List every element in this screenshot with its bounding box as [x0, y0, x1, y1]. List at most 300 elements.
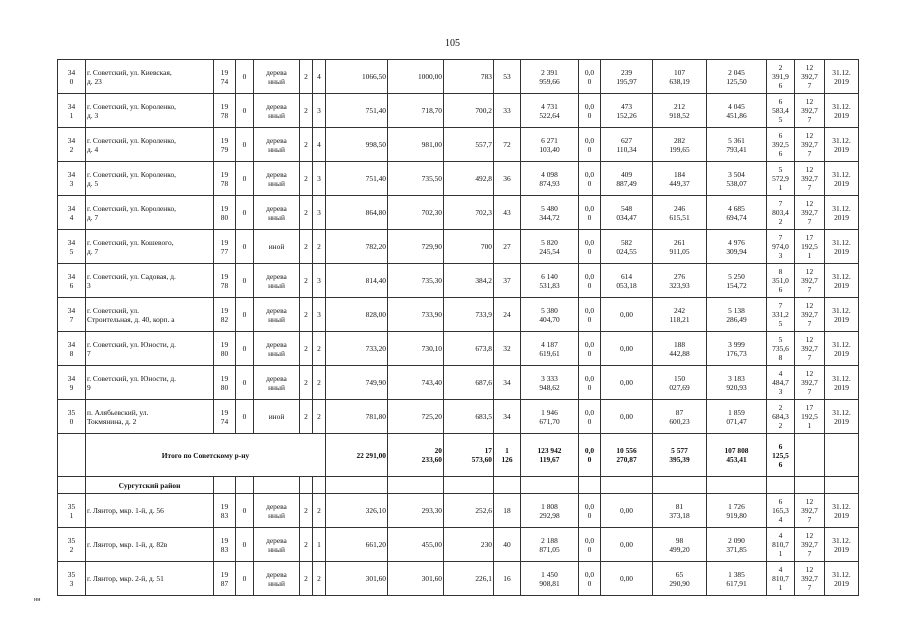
cell-cost-total: 2 391 959,66 [521, 60, 579, 94]
cell-year: 19 80 [214, 196, 236, 230]
cell-c16: 6 392,5 6 [767, 128, 795, 162]
total-row [58, 434, 859, 477]
cell-c17: 17 192,5 1 [795, 230, 825, 264]
cell-c16: 2 391,9 6 [767, 60, 795, 94]
cell-c14: 212 918,52 [653, 94, 707, 128]
cell-entrances: 2 [313, 562, 326, 596]
cell-c13: 627 110,34 [601, 128, 653, 162]
cell-c17: 12 392,7 7 [795, 60, 825, 94]
cell-area-x: 384,2 [444, 264, 494, 298]
cell-c17: 12 392,7 7 [795, 366, 825, 400]
cell-area-x: 783 [444, 60, 494, 94]
cell-c16: 7 803,4 2 [767, 196, 795, 230]
cell-year: 19 79 [214, 128, 236, 162]
cell-area-living: 730,10 [388, 332, 444, 366]
cell-c14: 81 373,18 [653, 494, 707, 528]
cell-area-total: 828,00 [326, 298, 388, 332]
cell-cost-total: 6 140 531,83 [521, 264, 579, 298]
cell-area-x: 700 [444, 230, 494, 264]
cell-material: дерева нный [254, 528, 300, 562]
cell-c3: 0 [236, 60, 254, 94]
cell-c12: 0,0 0 [579, 264, 601, 298]
cell-area-living: 729,90 [388, 230, 444, 264]
cell-year: 19 78 [214, 162, 236, 196]
cell-date: 31.12. 2019 [825, 528, 859, 562]
cell-area-total: 781,80 [326, 400, 388, 434]
cell-c14: 65 290,90 [653, 562, 707, 596]
cell-area-total: 1066,50 [326, 60, 388, 94]
cell-empty [653, 477, 707, 494]
cell-date: 31.12. 2019 [825, 494, 859, 528]
cell-year: 19 78 [214, 264, 236, 298]
cell-residents: 43 [494, 196, 521, 230]
cell-area-total: 998,50 [326, 128, 388, 162]
cell-c15: 4 976 309,94 [707, 230, 767, 264]
cell-cost-total: 4 187 619,61 [521, 332, 579, 366]
cell-c14: 242 118,21 [653, 298, 707, 332]
table-row [58, 562, 859, 596]
cell-c15: 5 250 154,72 [707, 264, 767, 298]
cell-c12: 0,0 0 [579, 494, 601, 528]
cell-c12: 0,0 0 [579, 366, 601, 400]
cell-entrances: 3 [313, 162, 326, 196]
cell-c15: 4 685 694,74 [707, 196, 767, 230]
cell-floors: 2 [300, 94, 313, 128]
cell-floors: 2 [300, 298, 313, 332]
cell-address: г. Советский, ул. Короленко, д. 4 [86, 128, 214, 162]
cell-area-total: 749,90 [326, 366, 388, 400]
cell-cost-total: 4 731 522,64 [521, 94, 579, 128]
cell-c17: 12 392,7 7 [795, 332, 825, 366]
cell-date: 31.12. 2019 [825, 562, 859, 596]
cell-c17: 12 392,7 7 [795, 94, 825, 128]
cell-cost-total: 5 820 245,54 [521, 230, 579, 264]
cell-year: 19 80 [214, 332, 236, 366]
cell-empty [825, 434, 859, 477]
total-area-living: 20 233,60 [388, 434, 444, 477]
cell-c3: 0 [236, 366, 254, 400]
cell-c13: 0,00 [601, 332, 653, 366]
cell-entrances: 2 [313, 230, 326, 264]
cell-area-x: 700,2 [444, 94, 494, 128]
cell-c14: 246 615,51 [653, 196, 707, 230]
cell-entrances: 2 [313, 332, 326, 366]
cell-area-total: 661,20 [326, 528, 388, 562]
cell-c3: 0 [236, 128, 254, 162]
cell-area-living: 301,60 [388, 562, 444, 596]
cell-c14: 98 499,20 [653, 528, 707, 562]
cell-empty [825, 477, 859, 494]
cell-c16: 4 810,7 1 [767, 528, 795, 562]
cell-material: дерева нный [254, 60, 300, 94]
total-area-x: 17 573,60 [444, 434, 494, 477]
cell-c12: 0,0 0 [579, 528, 601, 562]
cell-c14: 261 911,05 [653, 230, 707, 264]
cell-c12: 0,0 0 [579, 128, 601, 162]
cell-no: 35 2 [58, 528, 86, 562]
total-area-total: 22 291,00 [326, 434, 388, 477]
cell-c13: 614 053,18 [601, 264, 653, 298]
cell-address: г. Лянтор, мкр. 1-й, д. 56 [86, 494, 214, 528]
cell-cost-total: 4 098 874,93 [521, 162, 579, 196]
cell-year: 19 74 [214, 60, 236, 94]
cell-c3: 0 [236, 196, 254, 230]
cell-material: дерева нный [254, 128, 300, 162]
cell-address: г. Советский, ул. Кошевого, д. 7 [86, 230, 214, 264]
cell-c16: 5 735,6 8 [767, 332, 795, 366]
cell-material: дерева нный [254, 562, 300, 596]
cell-empty [388, 477, 444, 494]
cell-year: 19 87 [214, 562, 236, 596]
cell-empty [214, 477, 236, 494]
cell-c3: 0 [236, 494, 254, 528]
cell-area-x: 252,6 [444, 494, 494, 528]
cell-no: 35 3 [58, 562, 86, 596]
cell-c13: 0,00 [601, 562, 653, 596]
cell-area-x: 557,7 [444, 128, 494, 162]
cell-material: дерева нный [254, 366, 300, 400]
cell-date: 31.12. 2019 [825, 94, 859, 128]
cell-cost-total: 5 380 404,70 [521, 298, 579, 332]
table-body [58, 60, 859, 596]
cell-area-x: 683,5 [444, 400, 494, 434]
table-row [58, 298, 859, 332]
cell-empty [58, 477, 86, 494]
cell-floors: 2 [300, 162, 313, 196]
cell-c17: 12 392,7 7 [795, 494, 825, 528]
cell-floors: 2 [300, 264, 313, 298]
cell-empty [707, 477, 767, 494]
cell-date: 31.12. 2019 [825, 400, 859, 434]
cell-entrances: 2 [313, 366, 326, 400]
cell-c17: 17 192,5 1 [795, 400, 825, 434]
cell-c12: 0,0 0 [579, 298, 601, 332]
cell-date: 31.12. 2019 [825, 366, 859, 400]
table-row [58, 494, 859, 528]
cell-area-total: 326,10 [326, 494, 388, 528]
total-c14: 5 577 395,39 [653, 434, 707, 477]
cell-year: 19 83 [214, 494, 236, 528]
cell-cost-total: 1 808 292,98 [521, 494, 579, 528]
cell-area-living: 725,20 [388, 400, 444, 434]
cell-area-living: 455,00 [388, 528, 444, 562]
cell-year: 19 83 [214, 528, 236, 562]
cell-empty [236, 477, 254, 494]
total-c15: 107 808 453,41 [707, 434, 767, 477]
cell-area-living: 293,30 [388, 494, 444, 528]
cell-no: 34 1 [58, 94, 86, 128]
cell-c13: 582 024,55 [601, 230, 653, 264]
total-residents: 1 126 [494, 434, 521, 477]
cell-c17: 12 392,7 7 [795, 196, 825, 230]
cell-c14: 87 600,23 [653, 400, 707, 434]
cell-empty [795, 434, 825, 477]
total-c16: 6 125,5 6 [767, 434, 795, 477]
cell-c14: 276 323,93 [653, 264, 707, 298]
cell-area-x: 230 [444, 528, 494, 562]
cell-area-total: 301,60 [326, 562, 388, 596]
cell-c15: 1 859 071,47 [707, 400, 767, 434]
cell-no: 34 4 [58, 196, 86, 230]
cell-floors: 2 [300, 562, 313, 596]
cell-cost-total: 6 271 103,40 [521, 128, 579, 162]
table-row [58, 400, 859, 434]
cell-c17: 12 392,7 7 [795, 528, 825, 562]
cell-residents: 16 [494, 562, 521, 596]
cell-c15: 5 361 793,41 [707, 128, 767, 162]
cell-area-living: 718,70 [388, 94, 444, 128]
cell-c15: 2 045 125,50 [707, 60, 767, 94]
cell-empty [579, 477, 601, 494]
cell-address: г. Советский, ул. Юности, д. 7 [86, 332, 214, 366]
cell-c16: 2 684,3 2 [767, 400, 795, 434]
cell-c13: 0,00 [601, 494, 653, 528]
table-row [58, 528, 859, 562]
cell-c13: 473 152,26 [601, 94, 653, 128]
cell-c3: 0 [236, 162, 254, 196]
cell-c3: 0 [236, 562, 254, 596]
cell-entrances: 3 [313, 264, 326, 298]
table-row [58, 332, 859, 366]
cell-floors: 2 [300, 332, 313, 366]
cell-no: 35 1 [58, 494, 86, 528]
table-row [58, 230, 859, 264]
cell-date: 31.12. 2019 [825, 60, 859, 94]
table-row [58, 366, 859, 400]
cell-c3: 0 [236, 298, 254, 332]
cell-material: иной [254, 230, 300, 264]
cell-c16: 4 484,7 3 [767, 366, 795, 400]
cell-material: дерева нный [254, 264, 300, 298]
cell-year: 19 78 [214, 94, 236, 128]
cell-c14: 150 027,69 [653, 366, 707, 400]
cell-address: г. Советский, ул. Юности, д. 9 [86, 366, 214, 400]
cell-material: дерева нный [254, 94, 300, 128]
cell-c15: 1 726 919,80 [707, 494, 767, 528]
cell-c15: 3 504 538,07 [707, 162, 767, 196]
cell-c12: 0,0 0 [579, 400, 601, 434]
cell-area-living: 733,90 [388, 298, 444, 332]
cell-c15: 2 090 371,85 [707, 528, 767, 562]
footer-mark: нн [34, 597, 41, 603]
cell-cost-total: 1 450 908,81 [521, 562, 579, 596]
cell-area-total: 814,40 [326, 264, 388, 298]
cell-c16: 5 572,9 1 [767, 162, 795, 196]
cell-date: 31.12. 2019 [825, 128, 859, 162]
table-row [58, 94, 859, 128]
cell-material: иной [254, 400, 300, 434]
cell-residents: 34 [494, 400, 521, 434]
cell-no: 34 5 [58, 230, 86, 264]
cell-c13: 409 887,49 [601, 162, 653, 196]
housing-register-table [57, 59, 859, 596]
cell-entrances: 4 [313, 60, 326, 94]
cell-c13: 0,00 [601, 528, 653, 562]
table-row [58, 128, 859, 162]
cell-date: 31.12. 2019 [825, 332, 859, 366]
cell-c15: 3 999 176,73 [707, 332, 767, 366]
page-number: 105 [445, 38, 460, 49]
cell-c3: 0 [236, 528, 254, 562]
cell-floors: 2 [300, 400, 313, 434]
cell-empty [254, 477, 300, 494]
cell-empty [795, 477, 825, 494]
cell-area-x: 673,8 [444, 332, 494, 366]
cell-address: г. Советский, ул. Короленко, д. 3 [86, 94, 214, 128]
cell-residents: 53 [494, 60, 521, 94]
cell-area-living: 735,50 [388, 162, 444, 196]
cell-c3: 0 [236, 230, 254, 264]
cell-entrances: 3 [313, 94, 326, 128]
cell-date: 31.12. 2019 [825, 298, 859, 332]
cell-year: 19 82 [214, 298, 236, 332]
cell-area-living: 1000,00 [388, 60, 444, 94]
cell-c14: 184 449,37 [653, 162, 707, 196]
table-row [58, 60, 859, 94]
cell-material: дерева нный [254, 298, 300, 332]
cell-no: 34 9 [58, 366, 86, 400]
cell-floors: 2 [300, 60, 313, 94]
cell-area-x: 702,3 [444, 196, 494, 230]
cell-area-total: 782,20 [326, 230, 388, 264]
cell-no: 34 2 [58, 128, 86, 162]
cell-floors: 2 [300, 128, 313, 162]
cell-c15: 1 385 617,91 [707, 562, 767, 596]
cell-c12: 0,0 0 [579, 94, 601, 128]
total-cost: 123 942 119,67 [521, 434, 579, 477]
cell-material: дерева нный [254, 332, 300, 366]
cell-address: г. Советский, ул. Садовая, д. 3 [86, 264, 214, 298]
cell-empty [494, 477, 521, 494]
cell-area-x: 226,1 [444, 562, 494, 596]
cell-c3: 0 [236, 94, 254, 128]
cell-entrances: 2 [313, 400, 326, 434]
cell-entrances: 4 [313, 128, 326, 162]
cell-address: г. Советский, ул. Короленко, д. 5 [86, 162, 214, 196]
cell-empty [601, 477, 653, 494]
cell-residents: 24 [494, 298, 521, 332]
cell-c13: 239 195,97 [601, 60, 653, 94]
cell-area-living: 735,30 [388, 264, 444, 298]
cell-floors: 2 [300, 230, 313, 264]
cell-address: г. Советский, ул. Короленко, д. 7 [86, 196, 214, 230]
cell-area-total: 751,40 [326, 94, 388, 128]
cell-year: 19 74 [214, 400, 236, 434]
cell-c12: 0,0 0 [579, 60, 601, 94]
cell-entrances: 3 [313, 196, 326, 230]
cell-address: г. Советский, ул. Киевская, д. 23 [86, 60, 214, 94]
cell-empty [326, 477, 388, 494]
cell-area-total: 751,40 [326, 162, 388, 196]
cell-date: 31.12. 2019 [825, 162, 859, 196]
cell-empty [300, 477, 313, 494]
cell-no: 34 0 [58, 60, 86, 94]
total-label: Итого по Советскому р-ну [86, 434, 326, 477]
cell-empty [521, 477, 579, 494]
cell-residents: 36 [494, 162, 521, 196]
cell-area-living: 743,40 [388, 366, 444, 400]
section-row [58, 477, 859, 494]
cell-residents: 34 [494, 366, 521, 400]
cell-address: п. Алябьевский, ул. Токмянина, д. 2 [86, 400, 214, 434]
cell-c17: 12 392,7 7 [795, 128, 825, 162]
cell-c17: 12 392,7 7 [795, 562, 825, 596]
cell-empty [444, 477, 494, 494]
cell-c14: 188 442,88 [653, 332, 707, 366]
cell-c15: 3 183 920,93 [707, 366, 767, 400]
cell-floors: 2 [300, 196, 313, 230]
cell-material: дерева нный [254, 494, 300, 528]
cell-c3: 0 [236, 332, 254, 366]
cell-area-x: 733,9 [444, 298, 494, 332]
cell-residents: 37 [494, 264, 521, 298]
cell-c16: 6 165,3 4 [767, 494, 795, 528]
cell-date: 31.12. 2019 [825, 230, 859, 264]
cell-area-total: 733,20 [326, 332, 388, 366]
cell-no: 34 6 [58, 264, 86, 298]
table-row [58, 196, 859, 230]
cell-year: 19 80 [214, 366, 236, 400]
cell-date: 31.12. 2019 [825, 264, 859, 298]
cell-cost-total: 5 480 344,72 [521, 196, 579, 230]
cell-c16: 8 351,0 6 [767, 264, 795, 298]
cell-empty [313, 477, 326, 494]
cell-entrances: 3 [313, 298, 326, 332]
cell-c15: 5 138 286,49 [707, 298, 767, 332]
cell-material: дерева нный [254, 196, 300, 230]
cell-c13: 0,00 [601, 366, 653, 400]
cell-area-total: 864,80 [326, 196, 388, 230]
cell-c14: 107 638,19 [653, 60, 707, 94]
cell-floors: 2 [300, 366, 313, 400]
cell-entrances: 2 [313, 494, 326, 528]
cell-c12: 0,0 0 [579, 332, 601, 366]
cell-floors: 2 [300, 494, 313, 528]
cell-c13: 0,00 [601, 400, 653, 434]
cell-entrances: 1 [313, 528, 326, 562]
cell-empty [767, 477, 795, 494]
cell-c16: 7 331,2 5 [767, 298, 795, 332]
cell-residents: 18 [494, 494, 521, 528]
cell-address: г. Лянтор, мкр. 2-й, д. 51 [86, 562, 214, 596]
cell-floors: 2 [300, 528, 313, 562]
cell-area-x: 687,6 [444, 366, 494, 400]
cell-cost-total: 3 333 948,62 [521, 366, 579, 400]
cell-material: дерева нный [254, 162, 300, 196]
cell-no: 34 3 [58, 162, 86, 196]
cell-c3: 0 [236, 264, 254, 298]
cell-empty [58, 434, 86, 477]
cell-address: г. Советский, ул. Строительная, д. 40, корп. а [86, 298, 214, 332]
cell-c12: 0,0 0 [579, 230, 601, 264]
cell-c15: 4 045 451,86 [707, 94, 767, 128]
cell-c17: 12 392,7 7 [795, 298, 825, 332]
cell-no: 35 0 [58, 400, 86, 434]
cell-c3: 0 [236, 400, 254, 434]
cell-area-living: 981,00 [388, 128, 444, 162]
cell-c13: 0,00 [601, 298, 653, 332]
cell-residents: 72 [494, 128, 521, 162]
cell-c16: 4 810,7 1 [767, 562, 795, 596]
cell-residents: 32 [494, 332, 521, 366]
cell-year: 19 77 [214, 230, 236, 264]
cell-residents: 40 [494, 528, 521, 562]
cell-residents: 33 [494, 94, 521, 128]
section-title: Сургутский район [86, 477, 214, 494]
cell-area-x: 492,8 [444, 162, 494, 196]
cell-c14: 282 199,65 [653, 128, 707, 162]
cell-address: г. Лянтор, мкр. 1-й, д. 82в [86, 528, 214, 562]
